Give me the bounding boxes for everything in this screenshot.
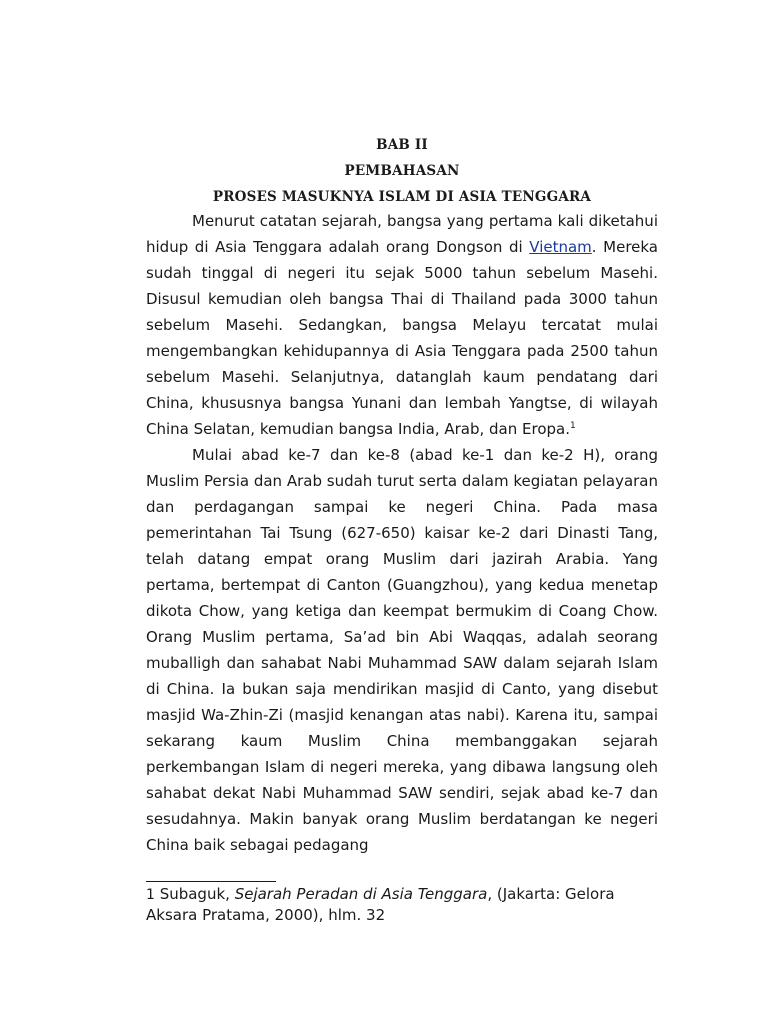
section-heading: PEMBAHASAN: [344, 163, 460, 179]
paragraph-1-text-a: Menurut catatan sejarah, bangsa yang pertama kali diketahui hidup di Asia Tenggara adalah orang Dongson di: [146, 212, 658, 256]
footnote-number: 1: [146, 887, 155, 903]
paragraph-2: Mulai abad ke-7 dan ke-8 (abad ke-1 dan ke-2 H), orang Muslim Persia dan Arab sudah turut serta dalam kegiatan pelayaran dan perdagangan sampai ke negeri China. Pada masa pemerintahan Tai Tsung (627-650) kaisar ke-2 dari Dinasti Tang, telah datang empat orang Muslim dari jazirah Arabia. Yang pertama, bertempat di Canton (Guangzhou), yang kedua menetap dikota Chow, yang ketiga dan keempat bermukim di Coang Chow. Orang Muslim pertama, Sa’ad bin Abi Waqqas, adalah seorang muballigh dan sahabat Nabi Muhammad SAW dalam sejarah Islam di China. Ia bukan saja mendirikan masjid di Canto, yang disebut masjid Wa-Zhin-Zi (masjid kenangan atas nabi). Karena itu, sampai sekarang kaum Muslim China membanggakan sejarah perkembangan Islam di negeri mereka, yang dibawa langsung oleh sahabat dekat Nabi Muhammad SAW sendiri, sejak abad ke-7 dan sesudahnya. Makin banyak orang Muslim berdatangan ke negeri China baik sebagai pedagang: [146, 446, 658, 854]
footnote-title: Sejarah Peradan di Asia Tenggara: [234, 885, 488, 903]
chapter-heading: BAB II: [376, 137, 428, 153]
footnote-publication: , (Jakarta: Gelora Aksara Pratama, 2000), hlm. 32: [146, 885, 615, 924]
subtitle-heading: PROSES MASUKNYA ISLAM DI ASIA TENGGARA: [212, 189, 592, 205]
vietnam-link[interactable]: Vietnam: [529, 238, 592, 256]
body-text: [146, 208, 658, 858]
paragraph-1: [146, 208, 658, 442]
footnote-author: Subaguk,: [154, 885, 235, 903]
footnote-divider: [146, 881, 276, 882]
paragraph-1-text-b: . Mereka sudah tinggal di negeri itu sejak 5000 tahun sebelum Masehi. Disusul kemudian oleh bangsa Thai di Thailand pada 3000 tahun sebelum Masehi. Sedangkan, bangsa Melayu tercatat mulai mengembangkan kehidupannya di Asia Tenggara pada 2500 tahun sebelum Masehi. Selanjutnya, datanglah kaum pendatang dari China, khususnya bangsa Yunani dan lembah Yangtse, di wilayah China Selatan, kemudian bangsa India, Arab, dan Eropa.: [146, 238, 659, 438]
footnote: [146, 884, 666, 925]
footnote-reference[interactable]: 1: [570, 421, 576, 431]
